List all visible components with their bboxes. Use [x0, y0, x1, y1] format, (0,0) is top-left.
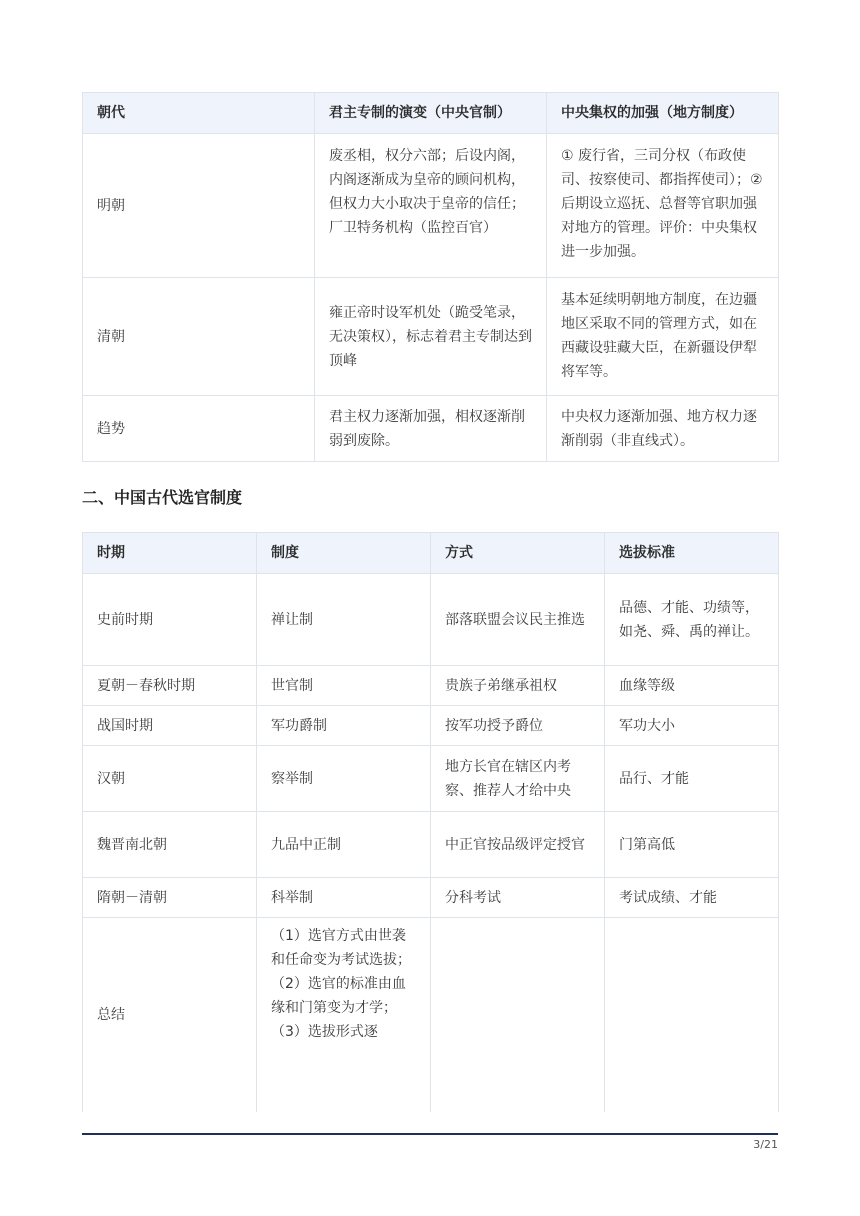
table-cell: 察举制 — [257, 746, 431, 812]
header-dynasty: 朝代 — [83, 93, 315, 134]
table-header-row — [83, 93, 779, 134]
table-cell: ① 废行省，三司分权（布政使司、按察使司、都指挥使司）；② 后期设立巡抚、总督等官职加强对地方的管理。评价：中央集权进一步加强。 — [547, 134, 779, 278]
table-cell: 分科考试 — [431, 878, 605, 918]
table-row — [83, 574, 779, 666]
table-cell: 汉朝 — [83, 746, 257, 812]
header-central-system: 君主专制的演变（中央官制） — [315, 93, 547, 134]
table-cell: 趋势 — [83, 396, 315, 462]
table-cell: 部落联盟会议民主推选 — [431, 574, 605, 666]
table-cell: 血缘等级 — [605, 666, 779, 706]
table-row — [83, 918, 779, 1112]
table-cell — [605, 918, 779, 1112]
header-method: 方式 — [431, 533, 605, 574]
table-row — [83, 134, 779, 278]
table-cell: 九品中正制 — [257, 812, 431, 878]
section-title: 二、中国古代选官制度 — [82, 488, 243, 507]
table-row — [83, 666, 779, 706]
table-row — [83, 746, 779, 812]
political-system-table — [82, 92, 779, 462]
table-cell: 魏晋南北朝 — [83, 812, 257, 878]
header-system: 制度 — [257, 533, 431, 574]
table-cell: 清朝 — [83, 278, 315, 396]
table-cell: 基本延续明朝地方制度，在边疆地区采取不同的管理方式，如在西藏设驻藏大臣，在新疆设伊犁将军等。 — [547, 278, 779, 396]
table-cell: 君主权力逐渐加强，相权逐渐削弱到废除。 — [315, 396, 547, 462]
table-cell: 禅让制 — [257, 574, 431, 666]
header-criteria: 选拔标准 — [605, 533, 779, 574]
table-cell: 中正官按品级评定授官 — [431, 812, 605, 878]
table-cell: 科举制 — [257, 878, 431, 918]
footer-divider — [82, 1133, 778, 1135]
table-cell: 按军功授予爵位 — [431, 706, 605, 746]
table-cell: 世官制 — [257, 666, 431, 706]
table-cell: 总结 — [83, 918, 257, 1112]
table-cell: 军功爵制 — [257, 706, 431, 746]
table-cell: （1）选官方式由世袭和任命变为考试选拔；（2）选官的标准由血缘和门第变为才学；（3）选拔形式逐 — [257, 918, 431, 1112]
page-number: 3/21 — [753, 1138, 778, 1151]
table-row — [83, 278, 779, 396]
table-row — [83, 396, 779, 462]
table-row — [83, 878, 779, 918]
table-header-row — [83, 533, 779, 574]
table-cell: 雍正帝时设军机处（跪受笔录，无决策权），标志着君主专制达到顶峰 — [315, 278, 547, 396]
table-cell: 隋朝－清朝 — [83, 878, 257, 918]
table-cell: 门第高低 — [605, 812, 779, 878]
table-cell: 明朝 — [83, 134, 315, 278]
header-local-system: 中央集权的加强（地方制度） — [547, 93, 779, 134]
table-cell: 战国时期 — [83, 706, 257, 746]
table-cell: 地方长官在辖区内考察、推荐人才给中央 — [431, 746, 605, 812]
table-cell: 贵族子弟继承祖权 — [431, 666, 605, 706]
table-cell: 中央权力逐渐加强、地方权力逐渐削弱（非直线式）。 — [547, 396, 779, 462]
official-selection-table — [82, 532, 779, 1112]
table-cell: 考试成绩、才能 — [605, 878, 779, 918]
table-cell: 夏朝－春秋时期 — [83, 666, 257, 706]
header-period: 时期 — [83, 533, 257, 574]
table-cell: 史前时期 — [83, 574, 257, 666]
table-cell: 军功大小 — [605, 706, 779, 746]
table-cell — [431, 918, 605, 1112]
table-row — [83, 812, 779, 878]
table-cell: 品德、才能、功绩等，如尧、舜、禹的禅让。 — [605, 574, 779, 666]
table-cell: 品行、才能 — [605, 746, 779, 812]
table-cell: 废丞相，权分六部；后设内阁，内阁逐渐成为皇帝的顾问机构，但权力大小取决于皇帝的信任；厂卫特务机构（监控百官） — [315, 134, 547, 278]
table-row — [83, 706, 779, 746]
